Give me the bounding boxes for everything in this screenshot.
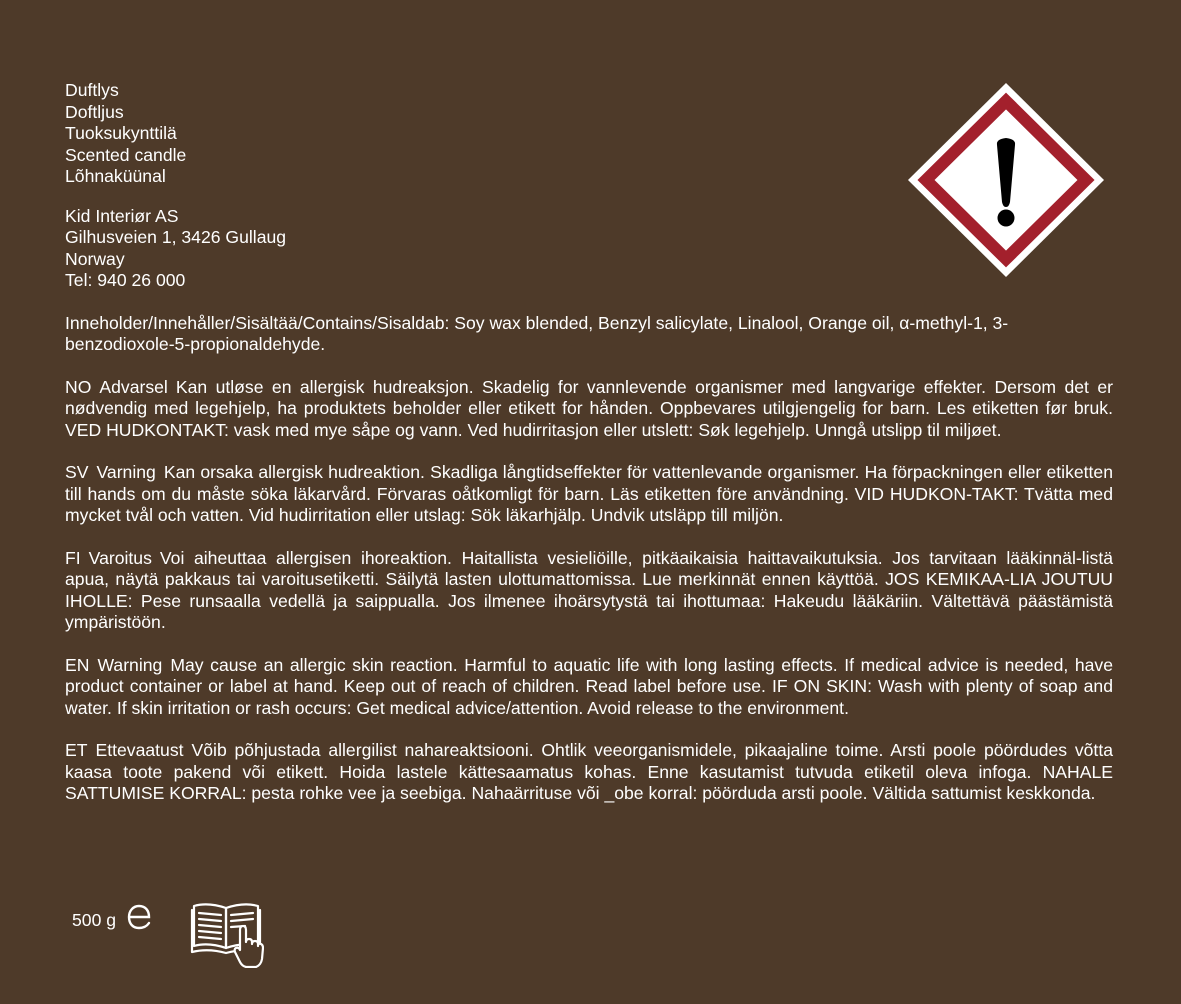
company-phone: Tel: 940 26 000 [65, 270, 186, 290]
warning-et [65, 740, 1113, 805]
warning-sv [65, 462, 1113, 527]
warning-text: Voi aiheuttaa allergisen ihoreaktion. Haitallista vesieliöille, pitkäaikaisia haittavaikutuksia. Jos tarvitaan lääkinnäl-listä apua, näytä pakkaus tai varoitusetiketti. Säilytä lasten ulottumattomissa. Lue merkinnät ennen käyttöä. JOS KEMIKAA-LIA JOUTUU IHOLLE: Pese runsaalla vedellä ja saippualla. Jos ilmenee ihoärsytystä tai ihottumaa: Hakeudu lääkäriin. Vältettävä päästämistä ympäristöön. [65, 547, 1113, 632]
product-name-en: Scented candle [65, 144, 187, 165]
read-instructions-icon [190, 896, 264, 968]
language-code: NO [65, 376, 92, 397]
signal-word: Advarsel [99, 376, 168, 397]
product-name-no: Duftlys [65, 80, 119, 100]
signal-word: Ettevaatust [95, 740, 184, 760]
warning-text: May cause an allergic skin reaction. Harmful to aquatic life with long lasting effects. If medical advice is needed, have product container or label at hand. Keep out of reach of children. Read label before use. IF ON SKIN: Wash with plenty of soap and water. If skin irritation or rash occurs: Get medical advice/attention. Avoid release to the environment. [65, 654, 1113, 718]
footer [70, 896, 370, 968]
product-name-et: Lõhnaküünal [65, 166, 166, 186]
language-code: EN [65, 654, 90, 675]
warning-text: Kan utløse en allergisk hudreaksjon. Skadelig for vannlevende organismer med langvarige effekter. Dersom det er nødvendig med legehjelp, ha produktets beholder eller etikett for hånden. Oppbevares utilgjengelig for barn. Les etiketten før bruk. VED HUDKONTAKT: vask med mye såpe og vann. Ved hudirritasjon eller utslett: Søk legehjelp. Unngå utslipp til miljøet. [65, 376, 1113, 440]
language-code: FI [65, 547, 81, 568]
warning-no [65, 377, 1113, 442]
warning-en [65, 655, 1113, 720]
estimated-sign-icon [126, 902, 152, 932]
contents-text: Inneholder/Innehåller/Sisältää/Contains/Sisaldab: Soy wax blended, Benzyl salicylate, Linalool, Orange oil, α-methyl-1, 3-benzodioxole-5-propionaldehyde. [65, 312, 1009, 354]
product-name-sv: Doftljus [65, 101, 124, 122]
signal-word: Varning [96, 462, 156, 482]
warning-text: Võib põhjustada allergilist nahareaktsiooni. Ohtlik veeorganismidele, pikaajaline toime. Arsti poole pöördudes võtta kaasa toote pakend või etikett. Hoida lastele kättesaamatus kohas. Enne kasutamist tutvuda etiketil oleva infoga. NAHALE SATTUMISE KORRAL: pesta rohke vee ja seebiga. Nahaärrituse või _obe korral: pöörduda arsti poole. Vältida sattumist keskkonda. [65, 740, 1113, 803]
language-code: SV [65, 462, 89, 482]
signal-word: Warning [97, 654, 163, 675]
language-code: ET [65, 740, 88, 760]
product-name-fi: Tuoksukynttilä [65, 123, 177, 143]
company-name: Kid Interiør AS [65, 205, 179, 226]
net-weight: 500 g [72, 910, 117, 930]
warning-fi [65, 548, 1113, 634]
ghs-exclamation-mark-icon [906, 81, 1106, 279]
company-address: Gilhusveien 1, 3426 Gullaug [65, 227, 287, 247]
warning-text: Kan orsaka allergisk hudreaktion. Skadliga långtidseffekter för vattenlevande organismer. Ha förpackningen eller etiketten till hands om du måste söka läkarvård. Förvaras oåtkomligt för barn. Läs etiketten före användning. VID HUDKON-TAKT: Tvätta med mycket tvål och vatten. Vid hudirritation eller utslag: Sök läkarhjälp. Undvik utsläpp till miljön. [65, 462, 1113, 525]
company-country: Norway [65, 248, 125, 269]
signal-word: Varoitus [88, 547, 152, 568]
